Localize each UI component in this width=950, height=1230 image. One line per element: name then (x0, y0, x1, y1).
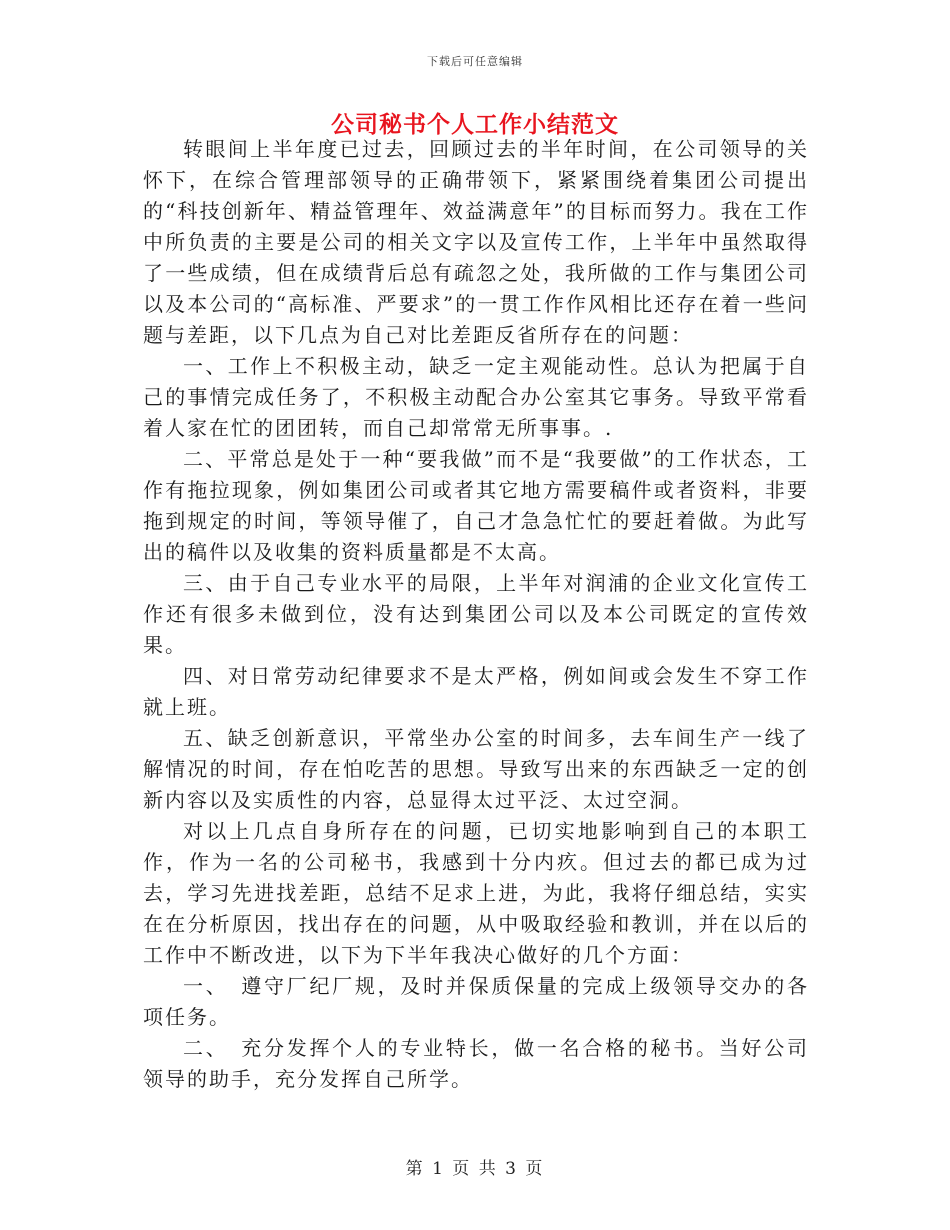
paragraph-issue-2: 二、平常总是处于一种“要我做”而不是“我要做”的工作状态，工作有拖拉现象，例如集团公司或者其它地方需要稿件或者资料，非要拖到规定的时间，等领导催了，自己才急急忙忙的要赶着做。为此写出的稿件以及收集的资料质量都是不太高。 (143, 447, 809, 564)
paragraph-plan-1: 一、 遵守厂纪厂规，及时并保质保量的完成上级领导交办的各项任务。 (143, 974, 809, 1029)
paragraph-issue-4: 四、对日常劳动纪律要求不是太严格，例如间或会发生不穿工作就上班。 (143, 664, 809, 719)
paragraph-plan-2: 二、 充分发挥个人的专业特长，做一名合格的秘书。当好公司领导的助手，充分发挥自己所学。 (143, 1036, 809, 1091)
paragraph-issue-1: 一、工作上不积极主动，缺乏一定主观能动性。总认为把属于自己的事情完成任务了，不积极主动配合办公室其它事务。导致平常看着人家在忙的团团转，而自己却常常无所事事。. (143, 354, 809, 440)
document-body (143, 134, 809, 1095)
paragraph-issue-5: 五、缺乏创新意识，平常坐办公室的时间多，去车间生产一线了解情况的时间，存在怕吃苦的思想。导致写出来的东西缺乏一定的创新内容以及实质性的内容，总显得太过平泛、太过空洞。 (143, 726, 809, 812)
page-number-footer: 第 1 页 共 3 页 (405, 1159, 545, 1179)
paragraph-intro: 转眼间上半年度已过去，回顾过去的半年时间，在公司领导的关怀下，在综合管理部领导的正确带领下，紧紧围绕着集团公司提出的“科技创新年、精益管理年、效益满意年”的目标而努力。我在工作中所负责的主要是公司的相关文字以及宣传工作，上半年中虽然取得了一些成绩，但在成绩背后总有疏忽之处，我所做的工作与集团公司以及本公司的“高标准、严要求”的一贯工作作风相比还存在着一些问题与差距，以下几点为自己对比差距反省所存在的问题： (143, 137, 809, 347)
document-title: 公司秘书个人工作小结范文 (331, 111, 619, 138)
page-header-note: 下载后可任意编辑 (427, 55, 523, 68)
paragraph-reflection: 对以上几点自身所存在的问题，已切实地影响到自己的本职工作，作为一名的公司秘书，我感到十分内疚。但过去的都已成为过去，学习先进找差距，总结不足求上进，为此，我将仔细总结，实实在在分析原因，找出存在的问题，从中吸取经验和教训，并在以后的工作中不断改进，以下为下半年我决心做好的几个方面： (143, 819, 809, 967)
paragraph-issue-3: 三、由于自己专业水平的局限，上半年对润浦的企业文化宣传工作还有很多未做到位，没有达到集团公司以及本公司既定的宣传效果。 (143, 571, 809, 657)
